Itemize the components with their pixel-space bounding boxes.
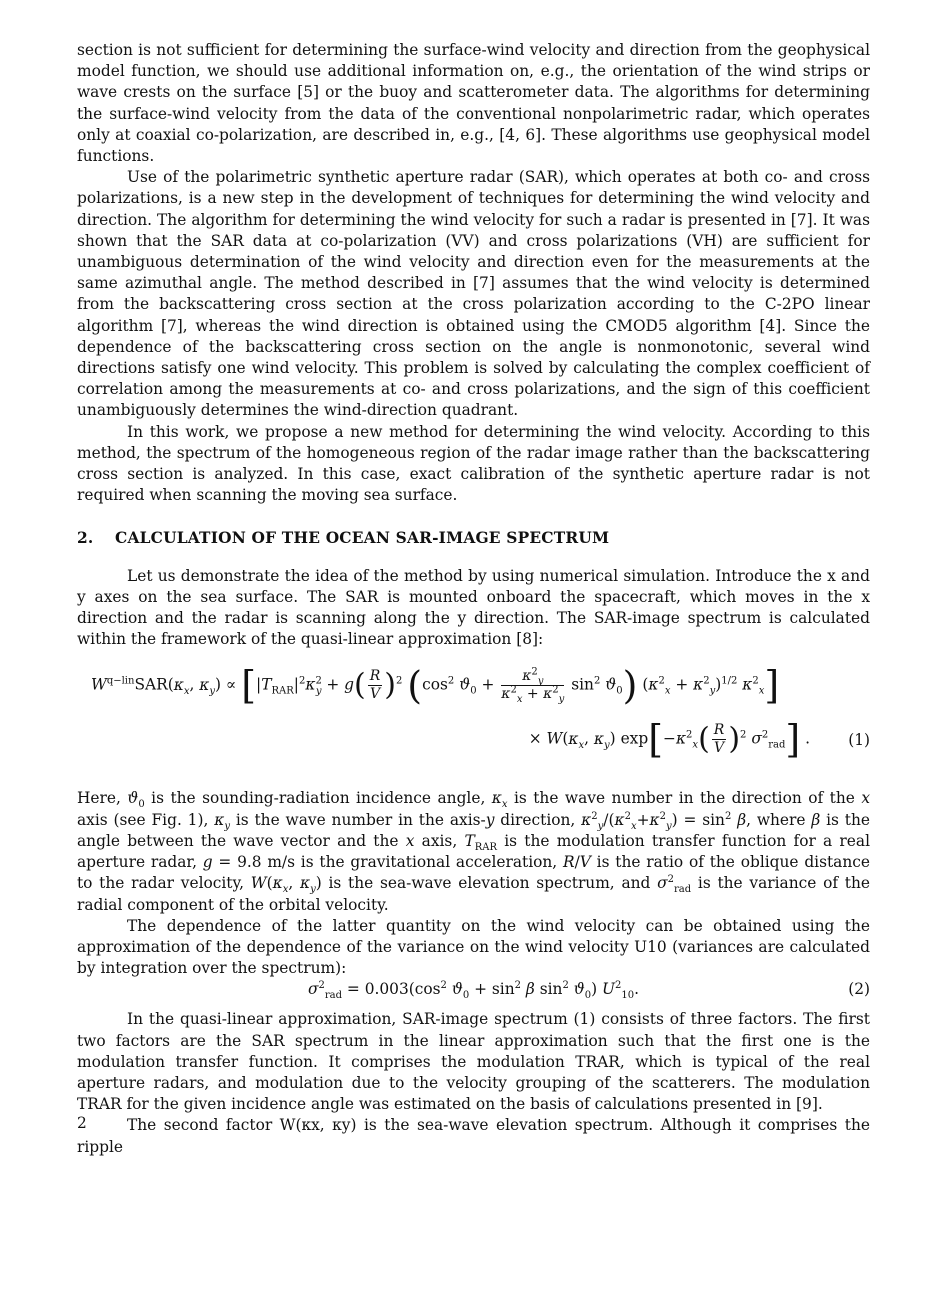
equation-1 xyxy=(77,664,870,772)
equation-1-number: (1) xyxy=(848,731,870,750)
paragraph-6: The dependence of the latter quantity on the wind velocity can be obtained using the approximation of the dependence of the variance on the wind velocity U10 (variances are calculated by integration over the spectrum): xyxy=(77,916,870,978)
paragraph-1: section is not sufficient for determining the surface-wind velocity and direction from the geophysical model function, we should use additional information on, e.g., the orientation of the wind strips or wave crests on the surface [5] or the buoy and scatterometer data. The algorithms for determining the surface-wind velocity from the data of the conventional nonpolarimetric radar, which operates only at coaxial co-polarization, are described in, e.g., [4, 6]. These algorithms use geophysical model functions. xyxy=(77,41,870,166)
paragraph-5: Here, $ϑ_0$ is the sounding-radiation incidence angle, $\kappa_x$ is the wave number in the direction of the x axis (see Fig. 1), $\kappa_y$ is the wave number in the axis-y direction, $\kappa^2_y/(\kappa^2_x+\kappa^2_y) = \sin^2 \beta$, where β is the angle between the wave vector and the x axis, $T_{RAR}$ is the modulation transfer function for a real aperture radar, g = 9.8 m/s is the gravitational acceleration, R/V is the ratio of the oblique distance to the radar velocity, $W(\kappa_x$, $\kappa_y$) is the sea-wave elevation spectrum, and $\sigma^2_{rad}$ is the variance of the radial component of the orbital velocity. xyxy=(77,789,871,914)
section-number: 2. xyxy=(77,529,94,548)
paragraph-4: Let us demonstrate the idea of the method by using numerical simulation. Introduce the x and y axes on the sea surface. The SAR is mounted onboard the spacecraft, which moves in the x direction and the radar is scanning along the y direction. The SAR-image spectrum is calculated within the framework of the quasi-linear approximation [8]: xyxy=(77,566,870,649)
equation-2-body: $\sigma^2_{rad} = 0.003(\cos^2$ $ϑ_0 + \sin^2 \beta$ $\sin^2 ϑ_0$) $U^2_{10}$. xyxy=(307,980,640,1002)
equation-2 xyxy=(77,979,870,1005)
page-number: 2 xyxy=(77,1114,87,1132)
paragraph-7: In the quasi-linear approximation, SAR-image spectrum (1) consists of three factors. The first two factors are the SAR spectrum in the linear approximation such that the first one is the modulation transfer function. It comprises the modulation TRAR, which is typical of the real aperture radars, and modulation due to the velocity grouping of the scatterers. The modulation TRAR for the given incidence angle was estimated on the basis of calculations presented in [9]. xyxy=(77,1010,870,1114)
equation-2-number: (2) xyxy=(848,980,870,999)
paragraph-2: Use of the polarimetric synthetic aperture radar (SAR), which operates at both co- and cross polarizations, is a new step in the development of techniques for determining the wind velocity and direction. The algorithm for determining the wind velocity for such a radar is presented in [7]. It was shown that the SAR data at co-polarization (VV) and cross polarizations (VH) are sufficient for unambiguous determination of the wind velocity and direction even for the measurements at the same azimuthal angle. The method described in [7] assumes that the wind velocity is determined from the backscattering cross section at the cross polarization according to the C-2PO linear algorithm [7], whereas the wind direction is obtained using the CMOD5 algorithm [4]. Since the dependence of the backscattering cross section on the angle is nonmonotonic, several wind directions satisfy one wind velocity. This problem is solved by calculating the complex coefficient of correlation among the measurements at co- and cross polarizations, and the sign of this coefficient unambiguously determines the wind-direction quadrant. xyxy=(77,168,870,420)
section-heading xyxy=(77,528,870,549)
page-body xyxy=(77,40,870,1158)
equation-1-line-1: $W^{q-lin}SAR(\kappa_x$, $\kappa_y) \propto [|T_{RAR}|^2\kappa^2_y + g$( $\frac{R}{V}$ )$^2$ ($\cos^2$ $ϑ_0$ + $\frac{\kappa^2_y}{\kappa^2_x + \kappa^2_y}$ $\sin^2 ϑ_0$) $(\kappa^2_x + \kappa^2_y)^{1/2}$ $\kappa^2_x$] xyxy=(91,663,780,708)
section-title: CALCULATION OF THE OCEAN SAR-IMAGE SPECTRUM xyxy=(115,529,610,548)
paragraph-3: In this work, we propose a new method for determining the wind velocity. According to this method, the spectrum of the homogeneous region of the radar image rather than the backscattering cross section is analyzed. In this case, exact calibration of the synthetic aperture radar is not required when scanning the moving sea surface. xyxy=(77,422,870,505)
paragraph-8: The second factor W(κx, κy) is the sea-wave elevation spectrum. Although it comprises the ripple xyxy=(77,1116,870,1156)
equation-1-line-2: × $W(\kappa_x$, $\kappa_y$) $\exp[-\kappa^2_x$( $\frac{R}{V}$ )$^2$ $\sigma^2_{rad}$] . xyxy=(528,717,810,762)
